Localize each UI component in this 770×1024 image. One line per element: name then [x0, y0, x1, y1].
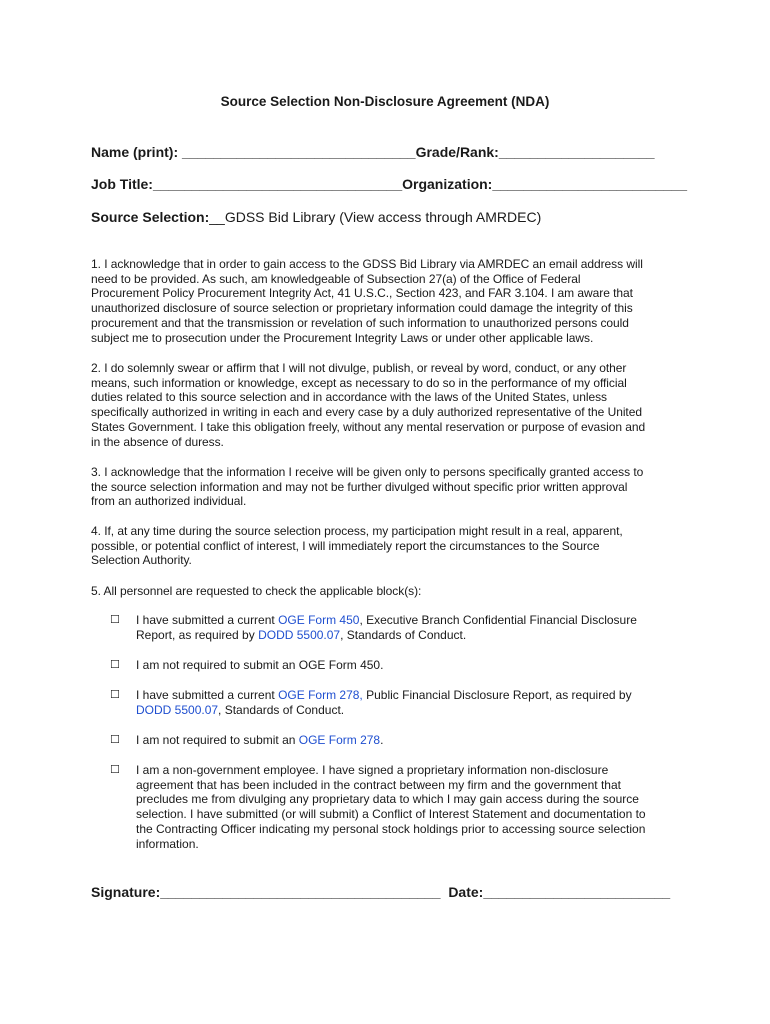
- check-item-text: I am not required to submit an OGE Form 450.: [136, 658, 384, 672]
- checkbox-icon[interactable]: ☐: [110, 763, 120, 776]
- check-item-text: I am not required to submit an OGE Form 278.: [136, 733, 384, 747]
- paragraph-line: 5. All personnel are requested to check the applicable block(s):: [91, 584, 422, 598]
- paragraph-line: procurement and that the transmission or revelation of such information to unauthorized persons could: [91, 315, 629, 330]
- paragraph-2: [91, 361, 683, 449]
- paragraph-line: the source selection information and may not be further divulged without specific prior written approval: [91, 479, 628, 494]
- oge-form-278-link[interactable]: OGE Form 278,: [278, 688, 363, 702]
- name-field[interactable]: Name (print): ______________________________: [91, 144, 416, 160]
- paragraph-3: [91, 465, 683, 509]
- signature-row: [91, 884, 670, 900]
- dodd-5500-link[interactable]: DODD 5500.07: [258, 627, 341, 642]
- date-field[interactable]: Date:________________________: [448, 884, 671, 900]
- document-title: Source Selection Non-Disclosure Agreement (NDA): [220, 94, 550, 109]
- grade-field[interactable]: Grade/Rank:____________________: [415, 144, 655, 160]
- paragraph-line: need to be provided. As such, am knowledgeable of Subsection 27(a) of the Office of Federal: [91, 271, 581, 286]
- paragraph-line: duties related to this source selection and in accordance with the laws of the United States, unless: [91, 390, 607, 405]
- paragraph-line: Selection Authority.: [91, 553, 192, 568]
- job-title-field[interactable]: Job Title:________________________________: [91, 176, 403, 192]
- paragraph-line: means, such information or knowledge, except as necessary to do so in the performance of my official: [91, 375, 627, 390]
- source-selection-label: Source Selection:: [91, 209, 210, 225]
- signature-field[interactable]: Signature:____________________________________: [91, 884, 441, 900]
- oge-form-278-link[interactable]: OGE Form 278: [298, 733, 381, 747]
- paragraph-line: 2. I do solemnly swear or affirm that I will not divulge, publish, or reveal by word, conduct, or any other: [91, 361, 627, 375]
- paragraph-line: Procurement Policy Procurement Integrity Act, 41 U.S.C., Section 423, and FAR 3.104. I am aware that: [91, 286, 633, 301]
- source-selection-value: __GDSS Bid Library (View access through AMRDEC): [209, 209, 542, 225]
- checkbox-icon[interactable]: ☐: [110, 733, 120, 746]
- check-item-text: I am a non-government employee. I have signed a proprietary information non-disclosure agreement that has been included in the contract between my firm and the government that precludes me from divulging any proprietary data to which I may gain access during the source selection. I have submitted (or will submit) a Conflict of Interest Statement and documentation to the Contracting Officer indicating my personal stock holdings prior to accessing source selection information.: [136, 763, 646, 851]
- paragraph-5: [91, 584, 683, 599]
- paragraph-line: specifically authorized in writing in each and every case by a duly authorized representative of the United: [91, 405, 642, 420]
- paragraph-line: 1. I acknowledge that in order to gain access to the GDSS Bid Library via AMRDEC an email address will: [91, 257, 643, 271]
- checkbox-icon[interactable]: ☐: [110, 658, 120, 671]
- job-org-row: [91, 176, 687, 192]
- paragraph-line: unauthorized disclosure of source selection or proprietary information could damage the integrity of this: [91, 301, 633, 316]
- organization-field[interactable]: Organization:_________________________: [402, 176, 687, 192]
- source-selection-row: [91, 209, 541, 225]
- paragraph-line: 3. I acknowledge that the information I receive will be given only to persons specifically granted access to: [91, 465, 644, 479]
- oge-form-450-link[interactable]: OGE Form 450: [278, 613, 360, 627]
- paragraph-line: in the absence of duress.: [91, 434, 224, 449]
- paragraph-line: 4. If, at any time during the source selection process, my participation might result in a real, apparent,: [91, 524, 623, 538]
- paragraph-line: States Government. I take this obligation freely, without any mental reservation or purpose of evasion and: [91, 419, 646, 434]
- paragraph-line: subject me to prosecution under the Procurement Integrity Laws or under other applicable laws.: [91, 330, 594, 345]
- paragraph-1: [91, 257, 683, 345]
- paragraph-line: possible, or potential conflict of interest, I will immediately report the circumstances to the Source: [91, 538, 600, 553]
- paragraph-4: [91, 524, 683, 568]
- paragraph-line: from an authorized individual.: [91, 494, 247, 509]
- check-item-text: I have submitted a current OGE Form 278, Public Financial Disclosure Report, as required by DODD 5500.07, Standards of Conduct.: [136, 688, 632, 717]
- check-item-text: I have submitted a current OGE Form 450, Executive Branch Confidential Financial Disclosure Report, as required by DODD 5500.07, Standards of Conduct.: [136, 613, 637, 642]
- name-grade-row: [91, 144, 655, 160]
- checkbox-icon[interactable]: ☐: [110, 688, 120, 701]
- checkbox-icon[interactable]: ☐: [110, 613, 120, 626]
- dodd-5500-link[interactable]: DODD 5500.07: [136, 702, 219, 717]
